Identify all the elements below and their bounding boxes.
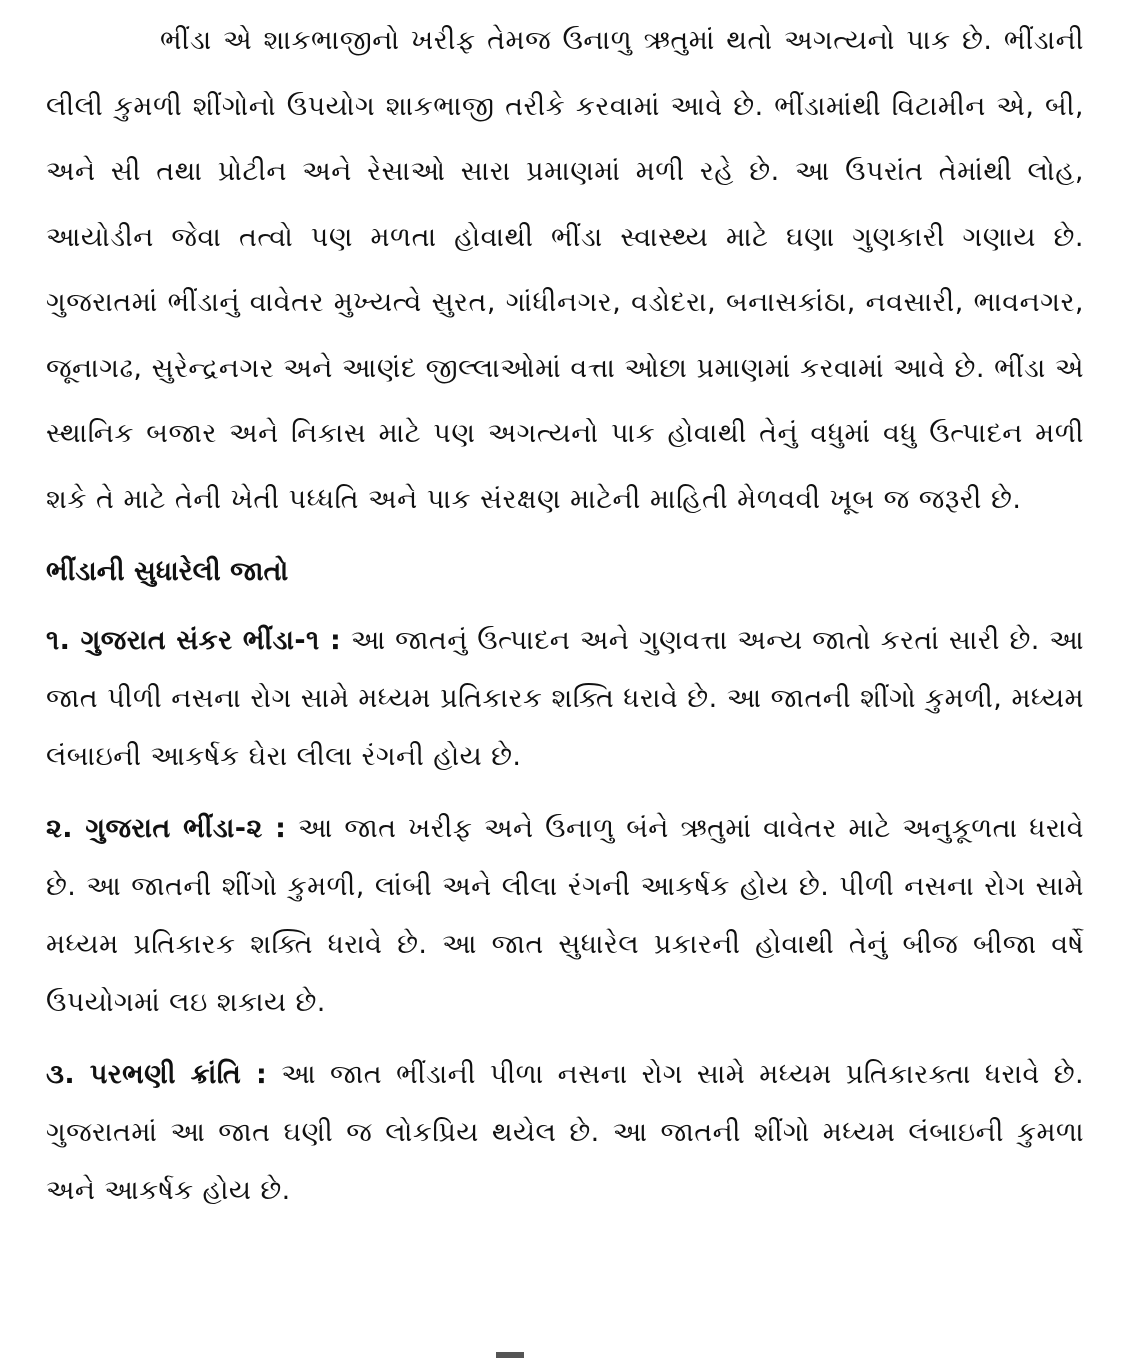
variety-item — [46, 1046, 1084, 1220]
variety-item — [46, 612, 1084, 786]
variety-item — [46, 800, 1084, 1032]
variety-name: ૨. ગુજરાત ભીંડા-૨ : — [46, 813, 287, 844]
variety-name: ૩. પરભણી ક્રાંતિ : — [46, 1059, 268, 1090]
variety-name: ૧. ગુજરાત સંકર ભીંડા-૧ : — [46, 625, 342, 656]
section-heading: ભીંડાની સુધારેલી જાતો — [46, 556, 289, 587]
variety-description: આ જાતનું ઉત્પાદન અને ગુણવત્તા અન્ય જાતો કરતાં સારી છે. આ જાત પીળી નસના રોગ સામે મધ્યમ પ્રતિકારક શક્તિ ધરાવે છે. આ જાતની શીંગો કુમળી, મધ્યમ લંબાઇની આકર્ષક ઘેરા લીલા રંગની હોય છે. — [46, 625, 1085, 772]
intro-paragraph: ભીંડા એ શાકભાજીનો ખરીફ તેમજ ઉનાળુ ઋતુમાં થતો અગત્યનો પાક છે. ભીંડાની લીલી કુમળી શીંગોનો ઉપયોગ શાકભાજી તરીકે કરવામાં આવે છે. ભીંડામાંથી વિટામીન એ, બી, અને સી તથા પ્રોટીન અને રેસાઓ સારા પ્રમાણમાં મળી રહે છે. આ ઉપરાંત તેમાંથી લોહ, આયોડીન જેવા તત્વો પણ મળતા હોવાથી ભીંડા સ્વાસ્થ્ય માટે ઘણા ગુણકારી ગણાય છે. ગુજરાતમાં ભીંડાનું વાવેતર મુખ્યત્વે સુરત, ગાંધીનગર, વડોદરા, બનાસકાંઠા, નવસારી, ભાવનગર, જૂનાગઢ, સુરેન્દ્રનગર અને આણંદ જીલ્લાઓમાં વત્તા ઓછા પ્રમાણમાં કરવામાં આવે છે. ભીંડા એ સ્થાનિક બજાર અને નિકાસ માટે પણ અગત્યનો પાક હોવાથી તેનું વધુમાં વધુ ઉત્પાદન મળી શકે તે માટે તેની ખેતી પધ્ધતિ અને પાક સંરક્ષણ માટેની માહિતી મેળવવી ખૂબ જ જરૂરી છે. — [46, 25, 1084, 515]
variety-description: આ જાત ખરીફ અને ઉનાળુ બંને ઋતુમાં વાવેતર માટે અનુકૂળતા ધરાવે છે. આ જાતની શીંગો કુમળી, લાંબી અને લીલા રંગની આકર્ષક હોય છે. પીળી નસના રોગ સામે મધ્યમ પ્રતિકારક શક્તિ ધરાવે છે. આ જાત સુધારેલ પ્રકારની હોવાથી તેનું બીજ બીજા વર્ષે ઉપયોગમાં લઇ શકાય છે. — [46, 813, 1085, 1018]
variety-description: આ જાત ભીંડાની પીળા નસના રોગ સામે મધ્યમ પ્રતિકારક્તા ધરાવે છે. ગુજરાતમાં આ જાત ઘણી જ લોકપ્રિય થયેલ છે. આ જાતની શીંગો મધ્યમ લંબાઇની કુમળા અને આકર્ષક હોય છે. — [46, 1059, 1084, 1206]
page-edge-mark — [496, 1352, 524, 1358]
